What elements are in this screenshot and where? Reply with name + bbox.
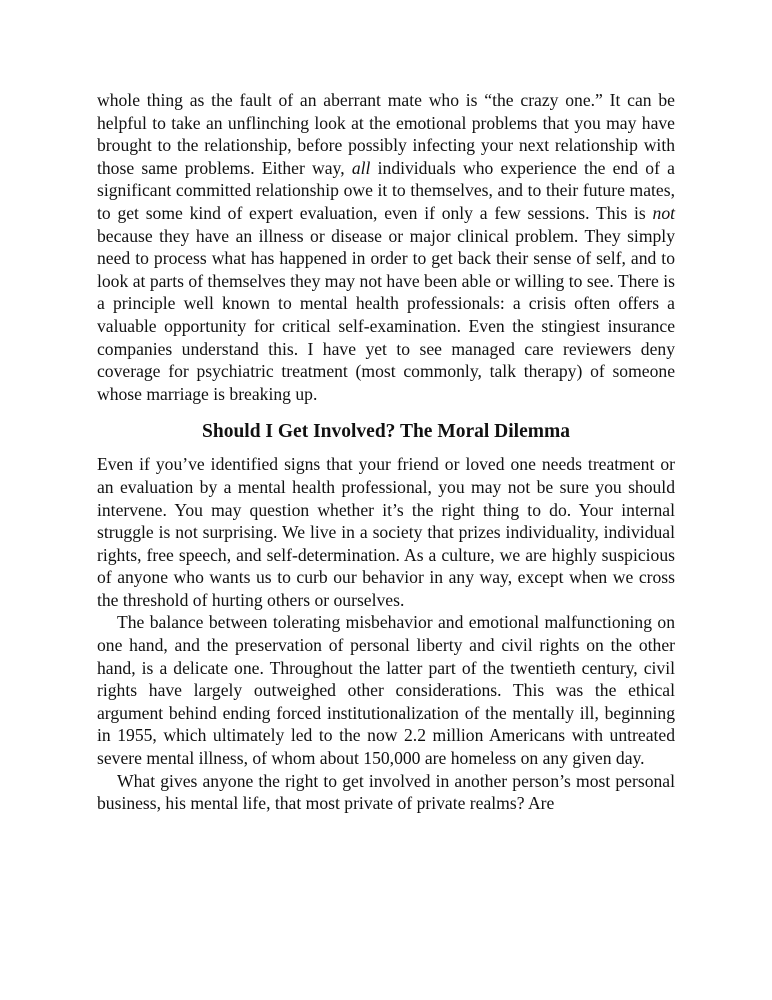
paragraph-text: because they have an illness or disease or major clinical problem. They simply need to process what has happened in order to get back their sense of self, and to look at parts of themselves they may not have been able or willing to see. There is a principle well known to mental health professionals: a crisis often offers a valuable opportunity for critical self-examination. Even the stingiest insurance companies understand this. I have yet to see managed care reviewers deny coverage for psychiatric treatment (most commonly, talk therapy) of someone whose marriage is breaking up. xyxy=(97,225,675,404)
emphasis-all: all xyxy=(351,157,371,178)
paragraph-balance: The balance between tolerating misbehavior and emotional malfunctioning on one hand, and the preservation of personal liberty and civil rights on the other hand, is a delicate one. Throughout the latter part of the twentieth century, civil rights have largely outweighed other considerations. This was the ethical argument behind ending forced institutionalization of the mentally ill, beginning in 1955, which ultimately led to the now 2.2 million Americans with untreated severe mental illness, of whom about 150,000 are homeless on any given day. xyxy=(97,612,675,769)
emphasis-not: not xyxy=(652,202,675,223)
document-page xyxy=(97,89,675,815)
paragraph-relationship-evaluation xyxy=(97,89,675,405)
paragraph-text: whole thing as the fault of an aberrant mate who is “the crazy one.” It can be helpful to take an unflinching look at the emotional problems that you may have brought to the relationship, before possibly infecting your next relationship with those same problems. Either way, xyxy=(97,90,675,178)
section-heading: Should I Get Involved? The Moral Dilemma xyxy=(202,421,570,443)
paragraph-text: individuals who experience the end of a significant committed relationship owe it to themselves, and to their future mates, to get some kind of expert evaluation, even if only a few sessions. This is xyxy=(97,157,675,223)
paragraph-intervene: Even if you’ve identified signs that your friend or loved one needs treatment or an evaluation by a mental health professional, you may not be sure you should intervene. You may question whether it’s the right thing to do. Your internal struggle is not surprising. We live in a society that prizes individuality, individual rights, free speech, and self-determination. As a culture, we are highly suspicious of anyone who wants us to curb our behavior in any way, except when we cross the threshold of hurting others or ourselves. xyxy=(97,454,675,610)
paragraph-right-to-involve: What gives anyone the right to get involved in another person’s most personal business, his mental life, that most private of private realms? Are xyxy=(97,770,675,814)
